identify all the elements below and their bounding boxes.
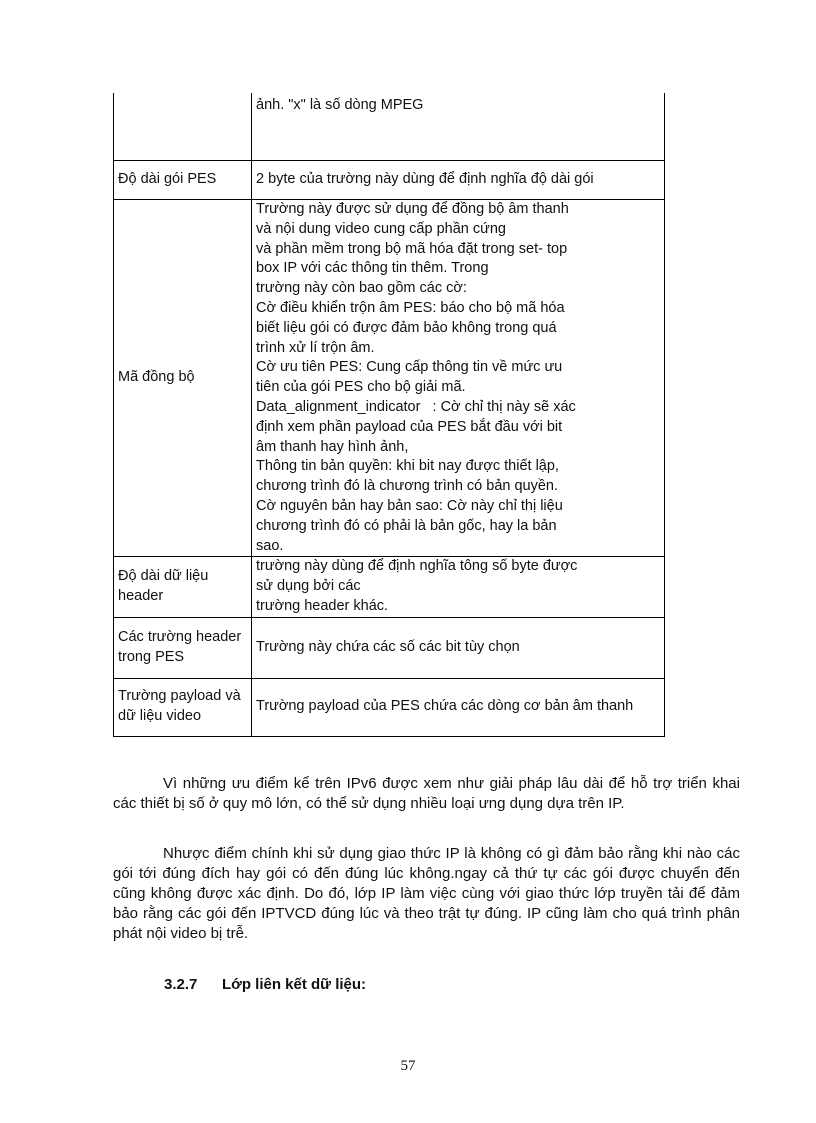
description-line: trường này còn bao gồm các cờ: [256, 280, 467, 297]
description-line: Trường này chứa các số các bit tùy chọn [256, 638, 520, 655]
description-line: chương trình đó là chương trình có bản quyền. [256, 478, 559, 495]
table-row [114, 161, 665, 200]
description-line: Cờ ưu tiên PES: Cung cấp thông tin về mức ưu [256, 359, 563, 376]
description-line: chương trình đó có phải là bản gốc, hay la bản [256, 517, 557, 534]
description-line: Cờ nguyên bản hay bản sao: Cờ này chỉ thị liệu [256, 497, 563, 514]
description-line: Trường payload của PES chứa các dòng cơ bản âm thanh [256, 698, 634, 715]
description-line: biết liệu gói có được đảm bảo không trong quá [256, 319, 557, 336]
description-line: sao. [256, 537, 284, 554]
description-line: Thông tin bản quyền: khi bit nay được thiết lập, [256, 458, 559, 475]
pes-field-table [113, 93, 665, 737]
field-description-cell [252, 617, 665, 678]
description-line: Cờ điều khiển trộn âm PES: báo cho bộ mã hóa [256, 299, 565, 316]
description-line: và nội dung video cung cấp phần cứng [256, 220, 506, 237]
table-row [114, 617, 665, 678]
description-line: tiên của gói PES cho bộ giải mã. [256, 379, 466, 396]
field-description-cell [252, 557, 665, 617]
field-description-cell [252, 200, 665, 557]
field-name-cell: Mã đồng bộ [114, 200, 252, 557]
description-line: 2 byte của trường này dùng để định nghĩa độ dài gói [256, 171, 594, 188]
description-line: sử dụng bởi các [256, 578, 361, 595]
description-line: trường này dùng để định nghĩa tông số byte được [256, 558, 578, 575]
description-line: Trường này được sử dụng để đồng bộ âm thanh [256, 201, 569, 217]
field-description-cell [252, 93, 665, 161]
description-line: trường header khác. [256, 597, 389, 614]
description-line: và phần mềm trong bộ mã hóa đặt trong set- top [256, 240, 568, 257]
description-line: Data_alignment_indicator : Cờ chỉ thị này sẽ xác [256, 398, 576, 415]
paragraph-ipv6-advantages: Vì những ưu điểm kể trên IPv6 được xem như giải pháp lâu dài để hỗ trợ triển khai các thiết bị số ở quy mô lớn, có thể sử dụng nhiều loại ưng dụng dựa trên IP. [113, 775, 740, 812]
field-name-cell: Trường payload và dữ liệu video [114, 678, 252, 736]
table-row [114, 200, 665, 557]
field-name-cell [114, 93, 252, 161]
section-heading [164, 976, 366, 993]
description-line: định xem phần payload của PES bắt đầu với bit [256, 418, 563, 435]
field-name-cell: Độ dài gói PES [114, 161, 252, 200]
description-line: âm thanh hay hình ảnh, [256, 438, 409, 455]
field-name-cell: Các trường header trong PES [114, 617, 252, 678]
description-line: box IP với các thông tin thêm. Trong [256, 260, 489, 277]
field-description-cell [252, 161, 665, 200]
page-number: 57 [400, 1058, 416, 1074]
field-name-cell: Độ dài dữ liệu header [114, 557, 252, 617]
description-line: trình xử lí trộn âm. [256, 339, 375, 356]
section-number: 3.2.7 [164, 976, 198, 993]
table-body [114, 93, 665, 736]
section-title: Lớp liên kết dữ liệu: [222, 976, 367, 993]
table-row [114, 93, 665, 161]
table-row [114, 557, 665, 617]
paragraph-ip-disadvantages: Nhược điểm chính khi sử dụng giao thức IP là không có gì đảm bảo rằng khi nào các gói tới đúng đích hay gói có đến đúng lúc không.ngay cả thứ tự các gói được chuyển đến cũng không được xác định. Do đó, lớp IP làm việc cùng với giao thức lớp truyền tải để đảm bảo rằng các gói đến IPTVCD đúng lúc và theo trật tự đúng. IP cũng làm cho quá trình phân phát nội video bị trễ. [113, 845, 740, 942]
field-description-cell [252, 678, 665, 736]
description-line: ảnh. "x" là số dòng MPEG [256, 97, 424, 113]
table-row [114, 678, 665, 736]
